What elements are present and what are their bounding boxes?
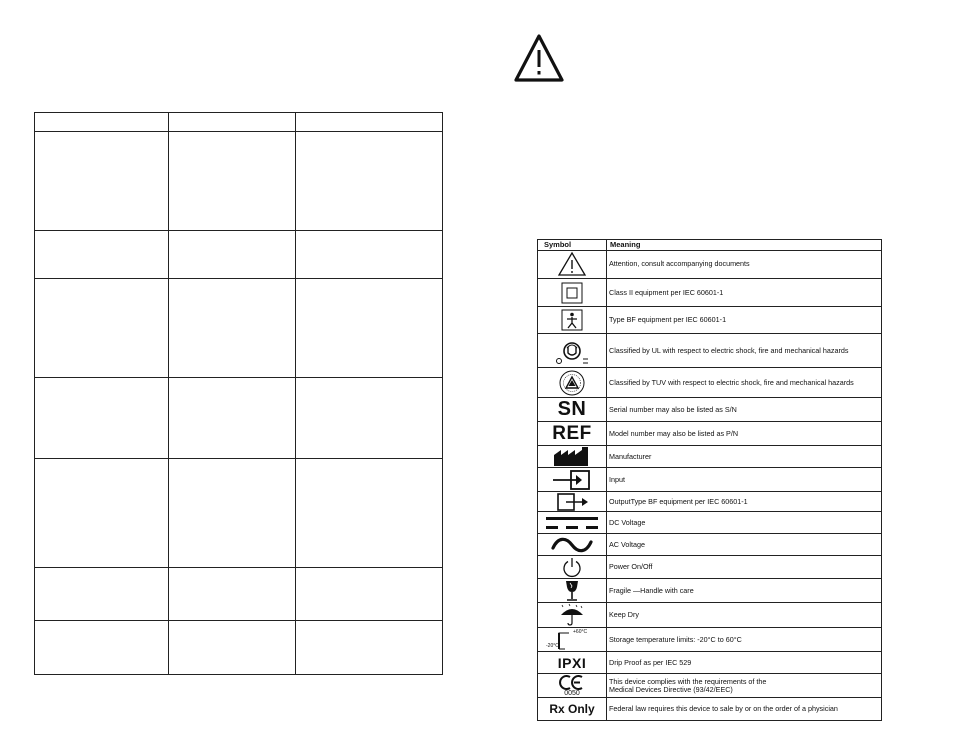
class-ii-square-icon bbox=[538, 279, 606, 306]
table-row bbox=[538, 698, 881, 720]
row-meaning: AC Voltage bbox=[609, 539, 645, 549]
rx-only-symbol-text: Rx Only bbox=[549, 702, 595, 716]
temp-low-label: -20°C bbox=[546, 643, 559, 649]
table-row bbox=[538, 468, 881, 492]
table-row-divider bbox=[35, 377, 442, 378]
input-icon bbox=[538, 468, 606, 491]
table-row-divider bbox=[35, 278, 442, 279]
row-meaning: Manufacturer bbox=[609, 451, 652, 461]
table-row bbox=[538, 279, 881, 307]
row-meaning: DC Voltage bbox=[609, 517, 646, 527]
warning-triangle-icon bbox=[538, 250, 606, 278]
table-row bbox=[538, 250, 881, 279]
table-row-divider bbox=[35, 230, 442, 231]
row-meaning: Federal law requires this device to sale by or on the order of a physician bbox=[609, 704, 838, 713]
blank-grid-table bbox=[34, 112, 443, 675]
table-row bbox=[538, 334, 881, 368]
table-row bbox=[538, 534, 881, 556]
table-row-divider bbox=[35, 620, 442, 621]
umbrella-icon bbox=[538, 603, 606, 627]
sn-icon bbox=[538, 398, 606, 421]
manufacturer-icon bbox=[538, 446, 606, 467]
row-meaning: Classified by TUV with respect to electric shock, fire and mechanical hazards bbox=[609, 377, 854, 387]
warning-triangle-icon bbox=[514, 33, 564, 83]
table-column-divider bbox=[168, 113, 169, 674]
table-row bbox=[538, 628, 881, 652]
table-row bbox=[538, 492, 881, 512]
table-row bbox=[538, 674, 881, 698]
row-meaning: Model number may also be listed as P/N bbox=[609, 428, 739, 438]
row-meaning: This device complies with the requirements of the Medical Devices Directive (93/42/EEC) bbox=[609, 676, 767, 694]
row-meaning: Class II equipment per IEC 60601-1 bbox=[609, 287, 724, 297]
table-row bbox=[538, 512, 881, 534]
dc-voltage-icon bbox=[538, 512, 606, 533]
ref-icon bbox=[538, 422, 606, 445]
ce-mark-icon bbox=[538, 674, 606, 697]
temp-high-label: +60°C bbox=[573, 629, 588, 635]
row-meaning: Serial number may also be listed as S/N bbox=[609, 404, 737, 414]
row-meaning: OutputType BF equipment per IEC 60601-1 bbox=[609, 496, 748, 506]
row-meaning: Input bbox=[609, 474, 625, 484]
sn-symbol-text: SN bbox=[557, 398, 587, 420]
table-row bbox=[538, 446, 881, 468]
row-meaning: Classified by UL with respect to electric shock, fire and mechanical hazards bbox=[609, 345, 849, 355]
ce-number: 0050 bbox=[564, 689, 580, 697]
rx-only-icon bbox=[538, 698, 606, 720]
ipx1-icon bbox=[538, 652, 606, 673]
row-meaning: Attention, consult accompanying documents bbox=[609, 259, 750, 268]
tuv-classified-icon bbox=[538, 368, 606, 397]
header-symbol: Symbol bbox=[544, 240, 572, 249]
table-row bbox=[538, 307, 881, 334]
table-row bbox=[538, 603, 881, 628]
table-row bbox=[538, 422, 881, 446]
row-meaning: Storage temperature limits: -20°C to 60°C bbox=[609, 634, 742, 644]
table-column-divider bbox=[295, 113, 296, 674]
power-icon bbox=[538, 556, 606, 578]
output-icon bbox=[538, 492, 606, 511]
type-bf-person-icon bbox=[538, 307, 606, 333]
row-meaning: Power On/Off bbox=[609, 562, 653, 571]
table-row bbox=[538, 652, 881, 674]
row-meaning: Fragile —Handle with care bbox=[609, 585, 694, 595]
row-meaning: Drip Proof as per IEC 529 bbox=[609, 657, 692, 667]
row-meaning: Type BF equipment per IEC 60601-1 bbox=[609, 315, 727, 324]
ac-voltage-icon bbox=[538, 534, 606, 555]
table-row bbox=[538, 556, 881, 579]
symbol-meaning-table bbox=[537, 239, 882, 721]
table-row-divider bbox=[35, 131, 442, 132]
thermometer-icon bbox=[538, 628, 606, 651]
ref-symbol-text: REF bbox=[552, 422, 592, 444]
table-row bbox=[538, 579, 881, 603]
fragile-glass-icon bbox=[538, 579, 606, 602]
table-row-divider bbox=[35, 458, 442, 459]
table-row-divider bbox=[35, 567, 442, 568]
row-meaning: Keep Dry bbox=[609, 610, 639, 619]
table-row bbox=[538, 398, 881, 422]
ul-classified-icon bbox=[538, 334, 606, 367]
ipx1-symbol-text: IPXI bbox=[557, 654, 587, 671]
header-meaning: Meaning bbox=[610, 240, 641, 249]
table-row bbox=[538, 368, 881, 398]
